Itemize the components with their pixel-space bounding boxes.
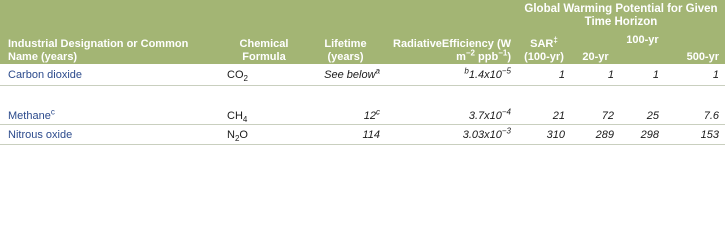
column-header-name: Industrial Designation or Common Name (years) — [0, 29, 223, 64]
efficiency-exponent: −3 — [501, 125, 511, 135]
header-spacer — [0, 0, 517, 29]
gwp-20yr-value: 289 — [571, 125, 620, 145]
formula-base: N — [227, 128, 235, 141]
table-row — [0, 86, 725, 125]
efficiency-exponent: −5 — [501, 65, 511, 75]
efficiency-cell — [386, 125, 517, 145]
gwp-500yr-value: 153 — [665, 125, 725, 145]
column-header-100yr: 100-yr — [620, 29, 665, 47]
lifetime-cell — [305, 64, 386, 86]
gas-name-text: Carbon dioxide — [8, 68, 82, 81]
sar-value: 310 — [517, 125, 571, 145]
efficiency-value: 3.7x10 — [468, 110, 502, 122]
column-header-500yr: 500-yr — [665, 47, 725, 64]
column-header-blank-2 — [665, 29, 725, 47]
sar-value: 21 — [517, 86, 571, 125]
formula-sub: 4 — [242, 115, 248, 125]
formula-tail: O — [239, 128, 248, 141]
lifetime-cell — [305, 86, 386, 125]
gas-name — [0, 125, 223, 145]
gwp-100yr-value: 1 — [620, 64, 665, 86]
column-header-blank-3 — [620, 47, 665, 64]
lifetime-cell — [305, 125, 386, 145]
sar-header-end: (100-yr) — [524, 51, 564, 63]
gas-name — [0, 86, 223, 125]
gas-formula — [223, 86, 305, 125]
gas-name-footnote: c — [50, 107, 55, 117]
lifetime-value: See below — [324, 68, 376, 81]
gas-formula — [223, 125, 305, 145]
column-header-20yr: 20-yr — [571, 47, 620, 64]
efficiency-value: 3.03x10 — [462, 128, 502, 141]
table-header — [0, 0, 725, 64]
efficiency-header-mid: ppb — [474, 51, 499, 63]
lifetime-footnote: a — [375, 65, 380, 75]
gwp-100yr-value: 25 — [620, 86, 665, 125]
gas-name — [0, 64, 223, 86]
formula-sub: 2 — [234, 133, 240, 143]
column-header-formula: Chemical Formula — [223, 29, 305, 64]
gas-name-text: Methane — [8, 110, 51, 122]
efficiency-value: 1.4x10 — [468, 68, 502, 81]
gwp-20yr-value: 72 — [571, 86, 620, 125]
gwp-500yr-value: 7.6 — [665, 86, 725, 125]
gas-name-text: Nitrous oxide — [8, 128, 73, 141]
sar-value: 1 — [517, 64, 571, 86]
sar-header-dagger: ‡ — [553, 35, 558, 45]
lifetime-value: 12 — [363, 110, 376, 122]
gas-formula — [223, 64, 305, 86]
efficiency-footnote: b — [464, 65, 469, 75]
column-header-efficiency — [386, 29, 517, 64]
gwp-group-heading: Global Warming Potential for Given Time Horizon — [517, 0, 725, 29]
table-body — [0, 64, 725, 145]
efficiency-exponent: −4 — [501, 107, 511, 117]
efficiency-cell — [386, 86, 517, 125]
formula-sub: 2 — [243, 73, 248, 83]
sar-header-text: SAR — [530, 38, 554, 50]
lifetime-footnote: c — [376, 107, 380, 117]
formula-base: CO — [227, 68, 244, 81]
column-header-blank — [571, 29, 620, 47]
column-header-sar — [517, 29, 571, 64]
gwp-500yr-value: 1 — [665, 64, 725, 86]
lifetime-value: 114 — [362, 128, 380, 141]
efficiency-cell — [386, 64, 517, 86]
column-header-lifetime: Lifetime (years) — [305, 29, 386, 64]
table-row — [0, 125, 725, 145]
formula-base: CH — [227, 110, 243, 122]
efficiency-header-end: ) — [507, 51, 511, 63]
gwp-100yr-value: 298 — [620, 125, 665, 145]
gwp-20yr-value: 1 — [571, 64, 620, 86]
efficiency-header-sup1: −2 — [465, 48, 475, 58]
efficiency-header-text: RadiativeEfficiency (W m — [393, 38, 511, 63]
efficiency-header-sup2: −1 — [498, 48, 508, 58]
table-row — [0, 64, 725, 86]
